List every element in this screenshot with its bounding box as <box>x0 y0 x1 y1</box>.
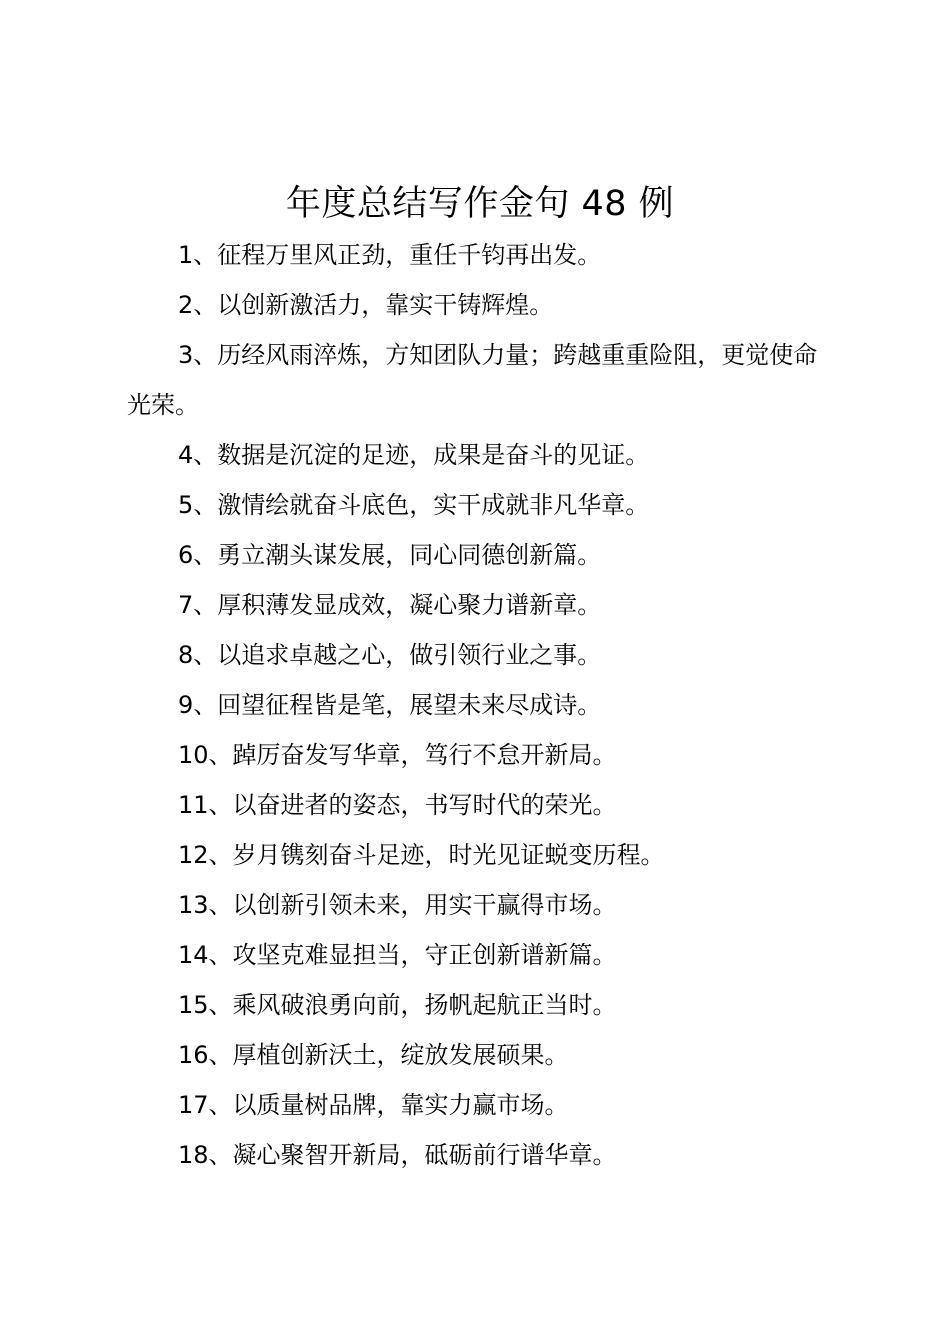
list-item: 13、以创新引领未来，用实干赢得市场。 <box>178 891 617 919</box>
quote-list <box>127 230 839 1180</box>
list-item: 18、凝心聚智开新局，砥砺前行谱华章。 <box>178 1141 617 1169</box>
list-item: 17、以质量树品牌，靠实力赢市场。 <box>178 1091 569 1119</box>
list-item: 2、以创新激活力，靠实干铸辉煌。 <box>178 291 554 319</box>
list-item: 3、历经风雨淬炼，方知团队力量；跨越重重险阻，更觉使命光荣。 <box>127 341 818 419</box>
list-item: 12、岁月镌刻奋斗足迹，时光见证蜕变历程。 <box>178 841 665 869</box>
list-item: 8、以追求卓越之心，做引领行业之事。 <box>178 641 602 669</box>
list-item: 5、激情绘就奋斗底色，实干成就非凡华章。 <box>178 491 650 519</box>
list-item: 4、数据是沉淀的足迹，成果是奋斗的见证。 <box>178 441 650 469</box>
list-item: 10、踔厉奋发写华章，笃行不怠开新局。 <box>178 741 617 769</box>
list-item: 9、回望征程皆是笔，展望未来尽成诗。 <box>178 691 602 719</box>
list-item: 16、厚植创新沃土，绽放发展硕果。 <box>178 1041 569 1069</box>
list-item: 6、勇立潮头谋发展，同心同德创新篇。 <box>178 541 602 569</box>
list-item: 1、征程万里风正劲，重任千钧再出发。 <box>178 241 602 269</box>
document-title: 年度总结写作金句 48 例 <box>285 184 675 224</box>
list-item: 7、厚积薄发显成效，凝心聚力谱新章。 <box>178 591 602 619</box>
list-item: 15、乘风破浪勇向前，扬帆起航正当时。 <box>178 991 617 1019</box>
list-item: 14、攻坚克难显担当，守正创新谱新篇。 <box>178 941 617 969</box>
list-item: 11、以奋进者的姿态，书写时代的荣光。 <box>178 791 617 819</box>
